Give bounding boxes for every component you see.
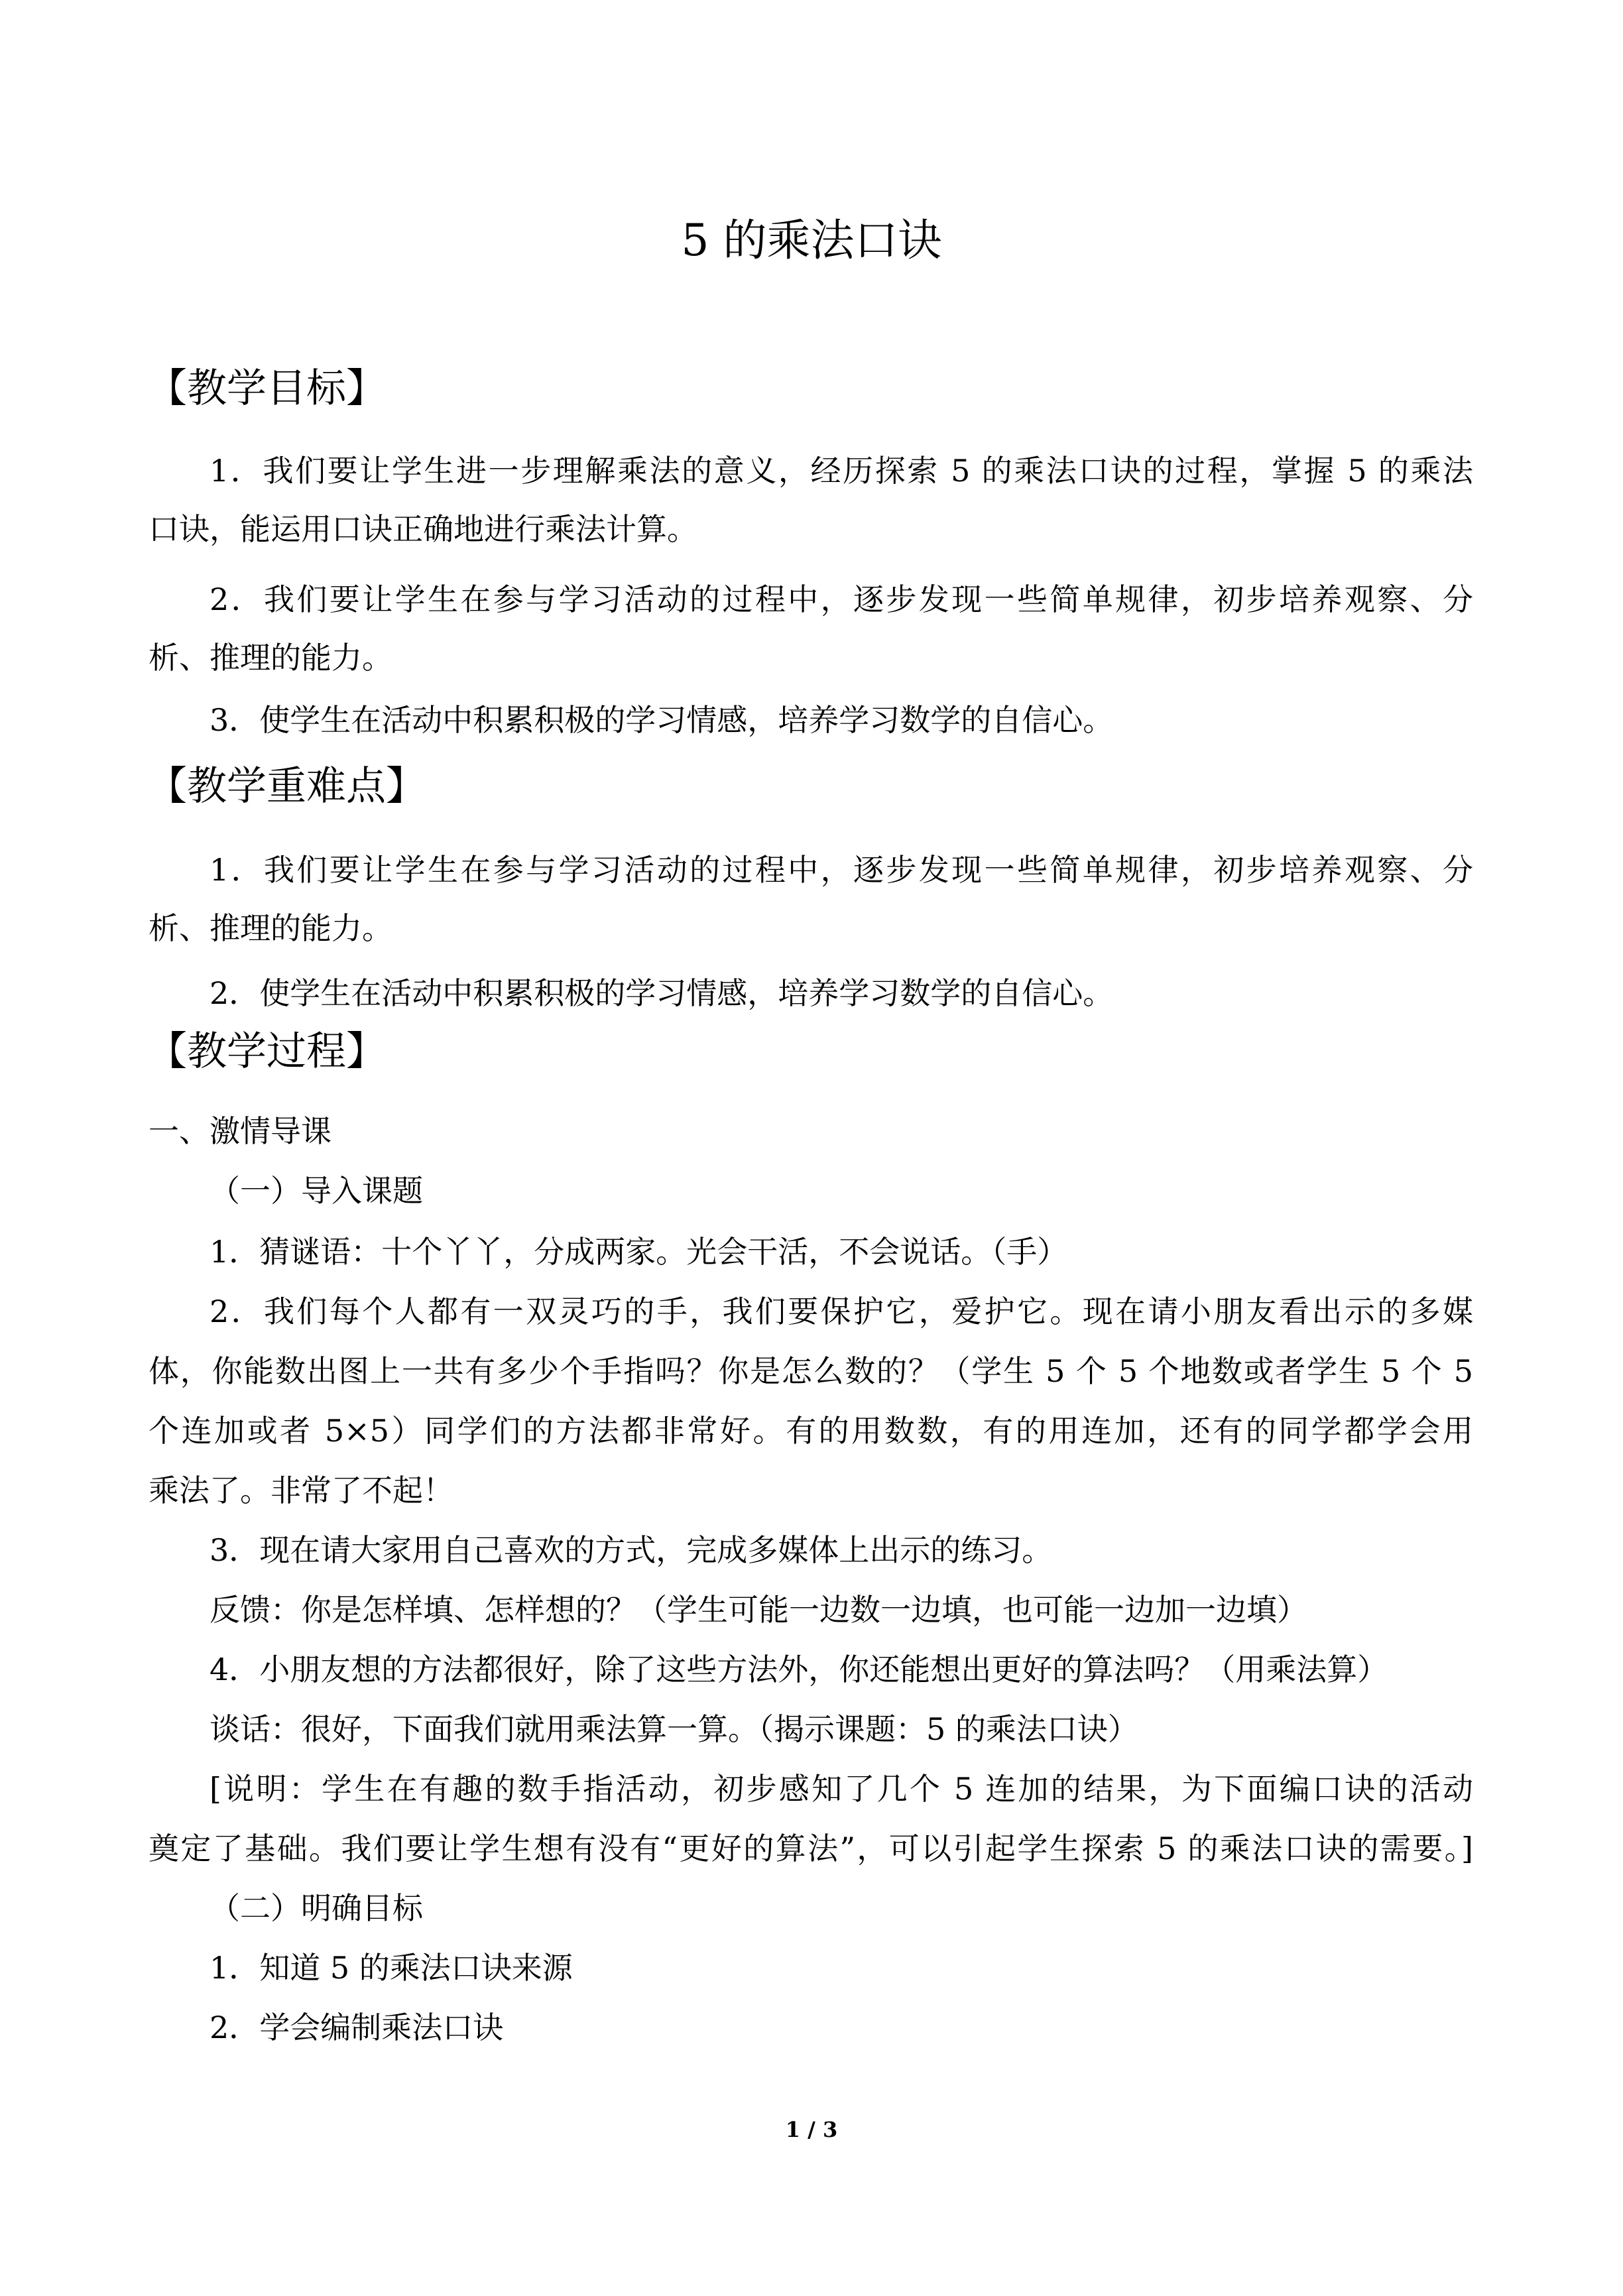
paragraph-line: 体，你能数出图上一共有多少个手指吗？你是怎么数的？（学生 5 个 5 个地数或者学生 5 个 5 [149, 1353, 1473, 1389]
subsection-heading: （二）明确目标 [210, 1890, 423, 1926]
paragraph-line: 2．我们每个人都有一双灵巧的手，我们要保护它，爱护它。现在请小朋友看出示的多媒 [210, 1294, 1473, 1329]
paragraph-line: 反馈：你是怎样填、怎样想的？（学生可能一边数一边填，也可能一边加一边填） [210, 1592, 1307, 1628]
paragraph-line: 2．使学生在活动中积累积极的学习情感，培养学习数学的自信心。 [210, 975, 1114, 1011]
paragraph-line: 奠定了基础。我们要让学生想有没有“更好的算法”，可以引起学生探索 5 的乘法口诀的需要。] [149, 1831, 1473, 1866]
paragraph-line: 1．我们要让学生进一步理解乘法的意义，经历探索 5 的乘法口诀的过程，掌握 5 的乘法 [210, 453, 1473, 489]
page-number: 1 / 3 [785, 2117, 838, 2142]
paragraph-line: 谈话：很好，下面我们就用乘法算一算。（揭示课题：5 的乘法口诀） [210, 1711, 1138, 1747]
paragraph-line: [说明：学生在有趣的数手指活动，初步感知了几个 5 连加的结果，为下面编口诀的活动 [210, 1771, 1473, 1807]
paragraph-line: 2．我们要让学生在参与学习活动的过程中，逐步发现一些简单规律，初步培养观察、分 [210, 581, 1473, 617]
section-heading-process: 【教学过程】 [147, 1028, 386, 1075]
paragraph-line: 1．我们要让学生在参与学习活动的过程中，逐步发现一些简单规律，初步培养观察、分 [210, 852, 1473, 888]
paragraph-line: 析、推理的能力。 [149, 910, 392, 946]
document-title: 5 的乘法口诀 [681, 215, 942, 266]
paragraph-line: 3．使学生在活动中积累积极的学习情感，培养学习数学的自信心。 [210, 702, 1114, 738]
paragraph-line: 1．猜谜语：十个丫丫，分成两家。光会干活，不会说话。（手） [210, 1234, 1068, 1270]
paragraph-line: 个连加或者 5×5）同学们的方法都非常好。有的用数数，有的用连加，还有的同学都学会用 [149, 1413, 1473, 1449]
paragraph-line: 1．知道 5 的乘法口诀来源 [210, 1950, 573, 1986]
paragraph-line: 3．现在请大家用自己喜欢的方式，完成多媒体上出示的练习。 [210, 1532, 1053, 1568]
paragraph-line: 乘法了。非常了不起！ [149, 1473, 453, 1508]
paragraph-line: 析、推理的能力。 [149, 640, 392, 676]
section-heading-objectives: 【教学目标】 [147, 365, 386, 412]
paragraph-line: 2．学会编制乘法口诀 [210, 2010, 504, 2045]
subsection-heading: 一、激情导课 [149, 1113, 331, 1149]
section-heading-key-points: 【教学重难点】 [147, 763, 426, 810]
paragraph-line: 口诀，能运用口诀正确地进行乘法计算。 [149, 511, 697, 547]
paragraph-line: 4．小朋友想的方法都很好，除了这些方法外，你还能想出更好的算法吗？（用乘法算） [210, 1652, 1388, 1687]
subsection-heading: （一）导入课题 [210, 1173, 423, 1209]
